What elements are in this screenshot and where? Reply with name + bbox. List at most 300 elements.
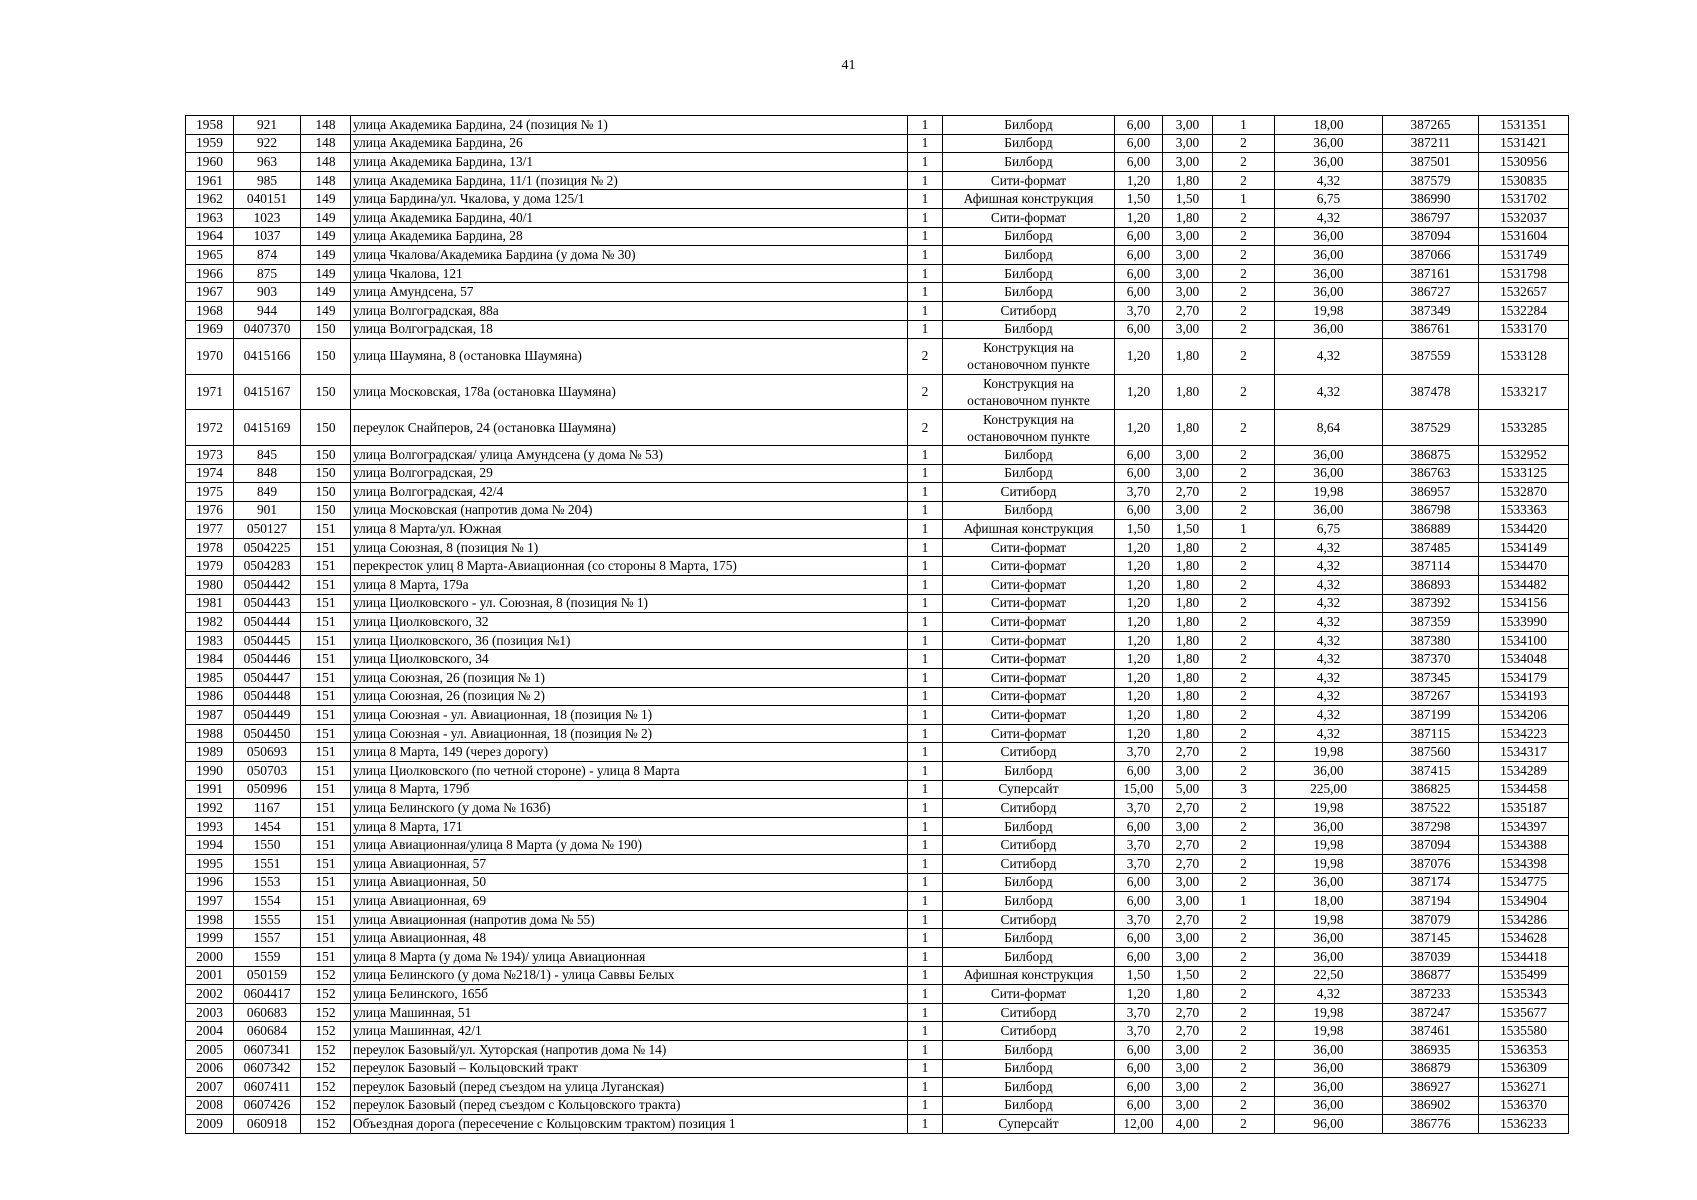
quantity-cell: 1 (908, 836, 943, 855)
zone-number-cell: 151 (301, 594, 351, 613)
structure-type-cell: Билборд (943, 1059, 1115, 1078)
width-cell: 6,00 (1115, 929, 1163, 948)
table-row (186, 227, 1569, 246)
height-cell: 3,00 (1163, 873, 1213, 892)
sides-cell: 3 (1213, 780, 1275, 799)
registry-number-cell: 0504225 (234, 538, 301, 557)
quantity-cell: 1 (908, 947, 943, 966)
structure-type-cell: Сити-формат (943, 594, 1115, 613)
row-number-cell: 1976 (186, 501, 234, 520)
height-cell: 2,70 (1163, 910, 1213, 929)
height-cell: 3,00 (1163, 246, 1213, 265)
coord-y-cell: 1531604 (1479, 227, 1569, 246)
coord-y-cell: 1536233 (1479, 1115, 1569, 1134)
table-row (186, 374, 1569, 410)
table-row (186, 929, 1569, 948)
coord-y-cell: 1535677 (1479, 1003, 1569, 1022)
width-cell: 1,50 (1115, 190, 1163, 209)
sides-cell: 2 (1213, 301, 1275, 320)
table-row (186, 669, 1569, 688)
sides-cell: 2 (1213, 483, 1275, 502)
zone-number-cell: 150 (301, 445, 351, 464)
width-cell: 1,20 (1115, 724, 1163, 743)
height-cell: 3,00 (1163, 116, 1213, 135)
table-row (186, 594, 1569, 613)
sides-cell: 2 (1213, 576, 1275, 595)
width-cell: 1,50 (1115, 966, 1163, 985)
sides-cell: 2 (1213, 799, 1275, 818)
coord-x-cell: 387039 (1383, 947, 1479, 966)
row-number-cell: 2000 (186, 947, 234, 966)
registry-number-cell: 0504449 (234, 706, 301, 725)
sides-cell: 2 (1213, 743, 1275, 762)
area-cell: 4,32 (1275, 339, 1383, 375)
address-cell: переулок Базовый (перед съездом с Кольцовского тракта) (351, 1096, 908, 1115)
address-cell: улица Волгоградская, 29 (351, 464, 908, 483)
address-cell: улица 8 Марта, 149 (через дорогу) (351, 743, 908, 762)
address-cell: улица Московская (напротив дома № 204) (351, 501, 908, 520)
structure-type-cell: Сити-формат (943, 650, 1115, 669)
row-number-cell: 2002 (186, 985, 234, 1004)
structure-type-cell: Билборд (943, 501, 1115, 520)
width-cell: 1,20 (1115, 171, 1163, 190)
coord-x-cell: 387233 (1383, 985, 1479, 1004)
width-cell: 6,00 (1115, 320, 1163, 339)
structure-type-cell: Афишная конструкция (943, 966, 1115, 985)
registry-number-cell: 0407370 (234, 320, 301, 339)
coord-x-cell: 386797 (1383, 208, 1479, 227)
coord-x-cell: 387076 (1383, 854, 1479, 873)
zone-number-cell: 151 (301, 910, 351, 929)
area-cell: 36,00 (1275, 929, 1383, 948)
structure-type-cell: Билборд (943, 227, 1115, 246)
zone-number-cell: 152 (301, 985, 351, 1004)
structure-type-cell: Конструкция на остановочном пункте (943, 374, 1115, 410)
row-number-cell: 1958 (186, 116, 234, 135)
width-cell: 3,70 (1115, 799, 1163, 818)
row-number-cell: 1964 (186, 227, 234, 246)
table-row (186, 1078, 1569, 1097)
table-row (186, 762, 1569, 781)
address-cell: улица Волгоградская/ улица Амундсена (у дома № 53) (351, 445, 908, 464)
coord-x-cell: 387380 (1383, 631, 1479, 650)
structure-type-cell: Ситиборд (943, 743, 1115, 762)
area-cell: 4,32 (1275, 650, 1383, 669)
coord-y-cell: 1534289 (1479, 762, 1569, 781)
zone-number-cell: 151 (301, 780, 351, 799)
coord-y-cell: 1534482 (1479, 576, 1569, 595)
table-row (186, 246, 1569, 265)
table-row (186, 134, 1569, 153)
sides-cell: 2 (1213, 1040, 1275, 1059)
quantity-cell: 1 (908, 873, 943, 892)
sides-cell: 2 (1213, 1078, 1275, 1097)
area-cell: 36,00 (1275, 264, 1383, 283)
quantity-cell: 1 (908, 669, 943, 688)
registry-number-cell: 060918 (234, 1115, 301, 1134)
coord-x-cell: 387359 (1383, 613, 1479, 632)
registry-number-cell: 0504442 (234, 576, 301, 595)
area-cell: 36,00 (1275, 1040, 1383, 1059)
quantity-cell: 1 (908, 264, 943, 283)
table-row (186, 153, 1569, 172)
address-cell: улица Бардина/ул. Чкалова, у дома 125/1 (351, 190, 908, 209)
address-cell: улица Волгоградская, 18 (351, 320, 908, 339)
coord-x-cell: 387211 (1383, 134, 1479, 153)
structure-type-cell: Суперсайт (943, 1115, 1115, 1134)
structure-type-cell: Билборд (943, 873, 1115, 892)
row-number-cell: 1992 (186, 799, 234, 818)
coord-x-cell: 387079 (1383, 910, 1479, 929)
table-row (186, 613, 1569, 632)
structure-type-cell: Ситиборд (943, 1022, 1115, 1041)
zone-number-cell: 152 (301, 1078, 351, 1097)
address-cell: улица Циолковского, 32 (351, 613, 908, 632)
row-number-cell: 2004 (186, 1022, 234, 1041)
address-cell: улица Белинского (у дома №218/1) - улица Саввы Белых (351, 966, 908, 985)
area-cell: 36,00 (1275, 947, 1383, 966)
zone-number-cell: 151 (301, 873, 351, 892)
sides-cell: 2 (1213, 320, 1275, 339)
coord-y-cell: 1531702 (1479, 190, 1569, 209)
height-cell: 1,80 (1163, 374, 1213, 410)
quantity-cell: 1 (908, 854, 943, 873)
coord-x-cell: 387199 (1383, 706, 1479, 725)
height-cell: 1,80 (1163, 594, 1213, 613)
sides-cell: 2 (1213, 594, 1275, 613)
zone-number-cell: 152 (301, 1003, 351, 1022)
row-number-cell: 2006 (186, 1059, 234, 1078)
quantity-cell: 1 (908, 283, 943, 302)
area-cell: 4,32 (1275, 576, 1383, 595)
structure-type-cell: Сити-формат (943, 576, 1115, 595)
quantity-cell: 2 (908, 374, 943, 410)
height-cell: 1,80 (1163, 985, 1213, 1004)
address-cell: улица Чкалова/Академика Бардина (у дома № 30) (351, 246, 908, 265)
quantity-cell: 1 (908, 1059, 943, 1078)
row-number-cell: 2003 (186, 1003, 234, 1022)
row-number-cell: 2005 (186, 1040, 234, 1059)
quantity-cell: 1 (908, 1022, 943, 1041)
zone-number-cell: 149 (301, 264, 351, 283)
coord-y-cell: 1531798 (1479, 264, 1569, 283)
height-cell: 1,80 (1163, 706, 1213, 725)
sides-cell: 2 (1213, 1096, 1275, 1115)
coord-x-cell: 387298 (1383, 817, 1479, 836)
coord-y-cell: 1534149 (1479, 538, 1569, 557)
width-cell: 1,20 (1115, 706, 1163, 725)
sides-cell: 2 (1213, 246, 1275, 265)
address-cell: улица Машинная, 42/1 (351, 1022, 908, 1041)
coord-y-cell: 1536309 (1479, 1059, 1569, 1078)
coord-x-cell: 387485 (1383, 538, 1479, 557)
structure-type-cell: Афишная конструкция (943, 190, 1115, 209)
coord-y-cell: 1536271 (1479, 1078, 1569, 1097)
registry-number-cell: 1555 (234, 910, 301, 929)
area-cell: 36,00 (1275, 445, 1383, 464)
table-row (186, 836, 1569, 855)
quantity-cell: 1 (908, 301, 943, 320)
row-number-cell: 1970 (186, 339, 234, 375)
coord-x-cell: 387345 (1383, 669, 1479, 688)
address-cell: переулок Базовый (перед съездом на улица Луганская) (351, 1078, 908, 1097)
registry-number-cell: 0504283 (234, 557, 301, 576)
structure-type-cell: Сити-формат (943, 538, 1115, 557)
sides-cell: 2 (1213, 501, 1275, 520)
coord-x-cell: 387461 (1383, 1022, 1479, 1041)
sides-cell: 2 (1213, 836, 1275, 855)
width-cell: 1,20 (1115, 538, 1163, 557)
coord-y-cell: 1535187 (1479, 799, 1569, 818)
address-cell: Объездная дорога (пересечение с Кольцовским трактом) позиция 1 (351, 1115, 908, 1134)
row-number-cell: 1989 (186, 743, 234, 762)
area-cell: 36,00 (1275, 320, 1383, 339)
structure-type-cell: Билборд (943, 445, 1115, 464)
coord-y-cell: 1530956 (1479, 153, 1569, 172)
width-cell: 6,00 (1115, 227, 1163, 246)
address-cell: улица Авиационная, 69 (351, 892, 908, 911)
sides-cell: 2 (1213, 410, 1275, 446)
zone-number-cell: 148 (301, 153, 351, 172)
height-cell: 3,00 (1163, 283, 1213, 302)
row-number-cell: 1991 (186, 780, 234, 799)
height-cell: 2,70 (1163, 1003, 1213, 1022)
zone-number-cell: 149 (301, 208, 351, 227)
registry-number-cell: 0504443 (234, 594, 301, 613)
row-number-cell: 1963 (186, 208, 234, 227)
area-cell: 4,32 (1275, 706, 1383, 725)
table-row (186, 1040, 1569, 1059)
quantity-cell: 1 (908, 464, 943, 483)
height-cell: 3,00 (1163, 320, 1213, 339)
area-cell: 96,00 (1275, 1115, 1383, 1134)
registry-number-cell: 1557 (234, 929, 301, 948)
coord-y-cell: 1534193 (1479, 687, 1569, 706)
row-number-cell: 1967 (186, 283, 234, 302)
area-cell: 36,00 (1275, 246, 1383, 265)
coord-x-cell: 387415 (1383, 762, 1479, 781)
quantity-cell: 1 (908, 892, 943, 911)
registry-number-cell: 849 (234, 483, 301, 502)
sides-cell: 2 (1213, 910, 1275, 929)
width-cell: 3,70 (1115, 301, 1163, 320)
coord-y-cell: 1533363 (1479, 501, 1569, 520)
structure-type-cell: Билборд (943, 464, 1115, 483)
width-cell: 1,20 (1115, 985, 1163, 1004)
structure-type-cell: Билборд (943, 283, 1115, 302)
sides-cell: 2 (1213, 985, 1275, 1004)
address-cell: улица Циолковского (по четной стороне) - улица 8 Марта (351, 762, 908, 781)
coord-y-cell: 1532870 (1479, 483, 1569, 502)
registry-number-cell: 0604417 (234, 985, 301, 1004)
zone-number-cell: 151 (301, 576, 351, 595)
coord-y-cell: 1531749 (1479, 246, 1569, 265)
registry-number-cell: 1553 (234, 873, 301, 892)
registry-number-cell: 944 (234, 301, 301, 320)
quantity-cell: 1 (908, 966, 943, 985)
sides-cell: 2 (1213, 687, 1275, 706)
quantity-cell: 1 (908, 134, 943, 153)
quantity-cell: 1 (908, 687, 943, 706)
width-cell: 6,00 (1115, 892, 1163, 911)
quantity-cell: 1 (908, 557, 943, 576)
zone-number-cell: 152 (301, 1115, 351, 1134)
address-cell: переулок Снайперов, 24 (остановка Шаумяна) (351, 410, 908, 446)
width-cell: 12,00 (1115, 1115, 1163, 1134)
row-number-cell: 1980 (186, 576, 234, 595)
coord-y-cell: 1534156 (1479, 594, 1569, 613)
registry-number-cell: 0504445 (234, 631, 301, 650)
sides-cell: 1 (1213, 116, 1275, 135)
address-cell: улица Академика Бардина, 13/1 (351, 153, 908, 172)
structure-type-cell: Ситиборд (943, 836, 1115, 855)
zone-number-cell: 151 (301, 724, 351, 743)
quantity-cell: 1 (908, 613, 943, 632)
area-cell: 225,00 (1275, 780, 1383, 799)
quantity-cell: 1 (908, 153, 943, 172)
height-cell: 2,70 (1163, 836, 1213, 855)
coord-x-cell: 386935 (1383, 1040, 1479, 1059)
height-cell: 3,00 (1163, 1096, 1213, 1115)
width-cell: 1,20 (1115, 594, 1163, 613)
coord-x-cell: 387145 (1383, 929, 1479, 948)
row-number-cell: 1972 (186, 410, 234, 446)
height-cell: 3,00 (1163, 1059, 1213, 1078)
zone-number-cell: 150 (301, 320, 351, 339)
area-cell: 8,64 (1275, 410, 1383, 446)
width-cell: 3,70 (1115, 743, 1163, 762)
zone-number-cell: 151 (301, 743, 351, 762)
height-cell: 3,00 (1163, 264, 1213, 283)
coord-y-cell: 1530835 (1479, 171, 1569, 190)
area-cell: 18,00 (1275, 116, 1383, 135)
sides-cell: 1 (1213, 190, 1275, 209)
width-cell: 6,00 (1115, 264, 1163, 283)
structure-type-cell: Сити-формат (943, 724, 1115, 743)
quantity-cell: 1 (908, 1040, 943, 1059)
sides-cell: 2 (1213, 1003, 1275, 1022)
zone-number-cell: 151 (301, 929, 351, 948)
registry-number-cell: 848 (234, 464, 301, 483)
area-cell: 19,98 (1275, 836, 1383, 855)
zone-number-cell: 148 (301, 116, 351, 135)
table-row (186, 1059, 1569, 1078)
registry-number-cell: 040151 (234, 190, 301, 209)
quantity-cell: 1 (908, 246, 943, 265)
area-cell: 36,00 (1275, 1059, 1383, 1078)
width-cell: 6,00 (1115, 501, 1163, 520)
area-cell: 19,98 (1275, 301, 1383, 320)
zone-number-cell: 152 (301, 1059, 351, 1078)
height-cell: 1,80 (1163, 613, 1213, 632)
sides-cell: 2 (1213, 374, 1275, 410)
sides-cell: 2 (1213, 669, 1275, 688)
structure-type-cell: Ситиборд (943, 1003, 1115, 1022)
height-cell: 1,80 (1163, 171, 1213, 190)
coord-y-cell: 1533125 (1479, 464, 1569, 483)
width-cell: 6,00 (1115, 116, 1163, 135)
row-number-cell: 1997 (186, 892, 234, 911)
area-cell: 19,98 (1275, 854, 1383, 873)
table-row (186, 910, 1569, 929)
height-cell: 1,80 (1163, 410, 1213, 446)
registry-number-cell: 0415166 (234, 339, 301, 375)
coord-y-cell: 1532284 (1479, 301, 1569, 320)
address-cell: улица Авиационная/улица 8 Марта (у дома № 190) (351, 836, 908, 855)
area-cell: 36,00 (1275, 227, 1383, 246)
sides-cell: 2 (1213, 631, 1275, 650)
zone-number-cell: 152 (301, 966, 351, 985)
coord-y-cell: 1531421 (1479, 134, 1569, 153)
row-number-cell: 1983 (186, 631, 234, 650)
address-cell: улица Амундсена, 57 (351, 283, 908, 302)
quantity-cell: 1 (908, 817, 943, 836)
coord-x-cell: 387267 (1383, 687, 1479, 706)
structure-type-cell: Ситиборд (943, 301, 1115, 320)
address-cell: улица 8 Марта, 171 (351, 817, 908, 836)
width-cell: 1,20 (1115, 576, 1163, 595)
width-cell: 6,00 (1115, 1096, 1163, 1115)
height-cell: 3,00 (1163, 501, 1213, 520)
coord-y-cell: 1533170 (1479, 320, 1569, 339)
row-number-cell: 1994 (186, 836, 234, 855)
row-number-cell: 1986 (186, 687, 234, 706)
height-cell: 1,80 (1163, 724, 1213, 743)
coord-y-cell: 1534904 (1479, 892, 1569, 911)
address-cell: улица Союзная - ул. Авиационная, 18 (позиция № 1) (351, 706, 908, 725)
zone-number-cell: 151 (301, 947, 351, 966)
table-row (186, 501, 1569, 520)
address-cell: улица Волгоградская, 42/4 (351, 483, 908, 502)
structure-type-cell: Сити-формат (943, 613, 1115, 632)
table-row (186, 631, 1569, 650)
coord-x-cell: 386798 (1383, 501, 1479, 520)
registry-number-cell: 0415169 (234, 410, 301, 446)
coord-x-cell: 386889 (1383, 520, 1479, 539)
registry-number-cell: 903 (234, 283, 301, 302)
sides-cell: 2 (1213, 724, 1275, 743)
table-row (186, 116, 1569, 135)
row-number-cell: 1971 (186, 374, 234, 410)
registry-number-cell: 0607342 (234, 1059, 301, 1078)
area-cell: 6,75 (1275, 520, 1383, 539)
quantity-cell: 1 (908, 227, 943, 246)
address-cell: улица Машинная, 51 (351, 1003, 908, 1022)
width-cell: 6,00 (1115, 283, 1163, 302)
table-row (186, 1022, 1569, 1041)
registry-number-cell: 985 (234, 171, 301, 190)
structure-type-cell: Сити-формат (943, 669, 1115, 688)
quantity-cell: 1 (908, 762, 943, 781)
area-cell: 4,32 (1275, 171, 1383, 190)
width-cell: 6,00 (1115, 445, 1163, 464)
row-number-cell: 1975 (186, 483, 234, 502)
width-cell: 1,20 (1115, 374, 1163, 410)
quantity-cell: 1 (908, 724, 943, 743)
table-row (186, 1115, 1569, 1134)
sides-cell: 2 (1213, 339, 1275, 375)
registry-number-cell: 0607411 (234, 1078, 301, 1097)
area-cell: 4,32 (1275, 557, 1383, 576)
address-cell: перекресток улиц 8 Марта-Авиационная (со стороны 8 Марта, 175) (351, 557, 908, 576)
width-cell: 6,00 (1115, 1059, 1163, 1078)
row-number-cell: 1993 (186, 817, 234, 836)
area-cell: 19,98 (1275, 910, 1383, 929)
row-number-cell: 1969 (186, 320, 234, 339)
area-cell: 22,50 (1275, 966, 1383, 985)
zone-number-cell: 148 (301, 171, 351, 190)
coord-y-cell: 1534470 (1479, 557, 1569, 576)
